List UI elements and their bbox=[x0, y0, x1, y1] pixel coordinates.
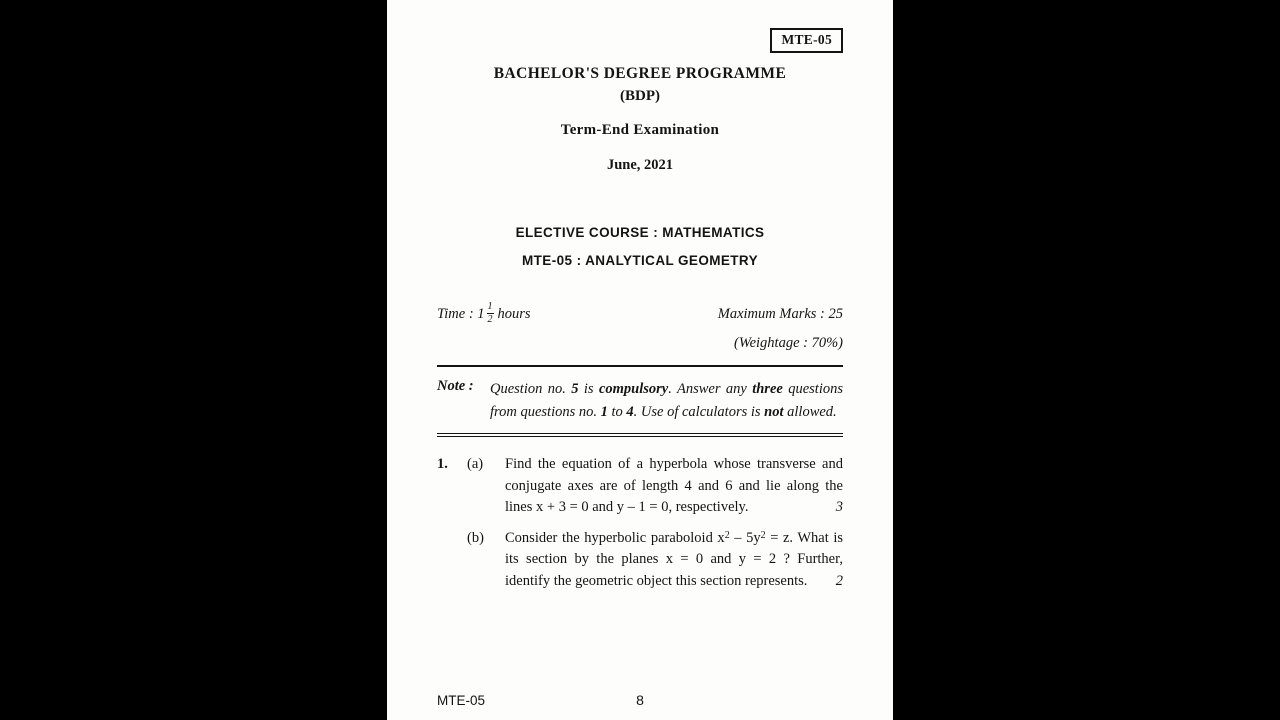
note-segment-bold: 1 bbox=[600, 404, 608, 420]
time-fraction bbox=[487, 301, 494, 325]
note-segment: to bbox=[607, 404, 627, 420]
exam-date: June, 2021 bbox=[606, 157, 674, 173]
time-suffix: hours bbox=[497, 305, 531, 322]
course-elective: ELECTIVE COURSE : MATHEMATICS bbox=[515, 225, 765, 240]
note-segment-bold: three bbox=[752, 381, 783, 397]
divider-single bbox=[437, 365, 843, 367]
note-section bbox=[437, 378, 843, 424]
footer-paper-code: MTE-05 bbox=[437, 693, 486, 708]
paper-code-badge: MTE-05 bbox=[770, 28, 843, 53]
question-body: Consider the hyperbolic paraboloid x bbox=[505, 529, 725, 546]
question-body: – 5y bbox=[729, 529, 761, 546]
question-part-label: (a) bbox=[467, 456, 484, 472]
badge-row bbox=[437, 28, 843, 53]
weightage: (Weightage : 70%) bbox=[734, 335, 843, 351]
question-text bbox=[505, 528, 843, 593]
meta-row bbox=[437, 302, 843, 326]
question-body: Find the equation of a hyperbola whose transverse and conjugate axes are of length 4 and 6 and lie along the lines x + 3 = 0 and y – 1 = 0, respectively. bbox=[505, 456, 843, 515]
note-segment-bold: 5 bbox=[571, 381, 579, 397]
question-text bbox=[505, 454, 843, 519]
fraction-denominator: 2 bbox=[487, 313, 493, 325]
question-number-spacer bbox=[437, 528, 467, 593]
maximum-marks: Maximum Marks : 25 bbox=[717, 305, 843, 322]
note-segment: is bbox=[578, 381, 599, 397]
note-segment-bold: compulsory bbox=[598, 381, 669, 397]
course-block bbox=[437, 225, 843, 268]
note-segment: allowed. bbox=[783, 404, 837, 420]
divider-double bbox=[437, 433, 843, 437]
exam-paper-page bbox=[387, 0, 893, 720]
course-paper: MTE-05 : ANALYTICAL GEOMETRY bbox=[522, 253, 758, 268]
note-segment: . Answer any bbox=[668, 381, 753, 397]
time-allowed bbox=[437, 302, 531, 326]
note-segment: questions from questions no. bbox=[490, 381, 843, 420]
note-segment-bold: 4 bbox=[626, 404, 634, 420]
question-body: = z. What is its section by the planes x = 0 and y = 2 ? Further, identify the geometric object this section represents. bbox=[505, 529, 843, 589]
note-text bbox=[490, 378, 843, 424]
superscript: 2 bbox=[724, 529, 730, 541]
exam-title: Term-End Examination bbox=[560, 122, 720, 138]
superscript: 2 bbox=[760, 529, 766, 541]
time-prefix: Time : 1 bbox=[437, 305, 485, 322]
note-segment: Question no. bbox=[490, 381, 572, 397]
question-marks: 2 bbox=[835, 572, 843, 589]
question-number: 1. bbox=[437, 456, 448, 472]
note-label: Note : bbox=[437, 378, 474, 394]
fraction-numerator: 1 bbox=[487, 301, 493, 312]
footer-page-number: 8 bbox=[636, 692, 644, 708]
question-1b bbox=[437, 528, 843, 593]
question-1a bbox=[437, 454, 843, 519]
programme-abbr: (BDP) bbox=[620, 88, 660, 104]
note-segment: . Use of calculators is bbox=[633, 404, 765, 420]
programme-title: BACHELOR'S DEGREE PROGRAMME bbox=[493, 65, 787, 82]
note-segment-bold: not bbox=[764, 404, 784, 420]
question-marks: 3 bbox=[835, 499, 843, 515]
question-part-label: (b) bbox=[467, 529, 484, 546]
